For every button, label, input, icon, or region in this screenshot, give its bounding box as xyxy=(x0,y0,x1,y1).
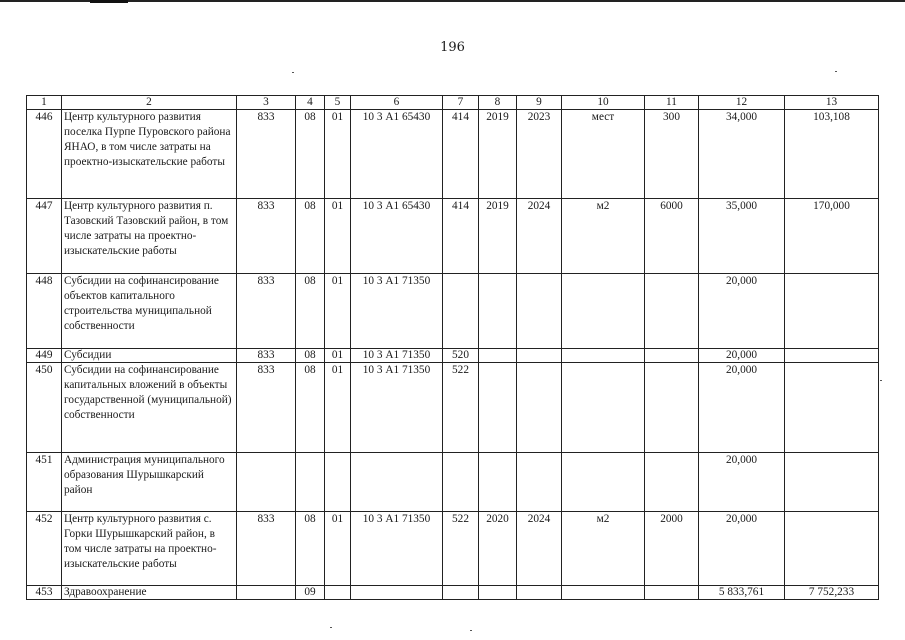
table-row xyxy=(27,586,879,600)
cell-col10 xyxy=(562,586,645,600)
row-number: 453 xyxy=(27,586,62,600)
cell-col5: 01 xyxy=(325,274,351,349)
cell-col10 xyxy=(562,453,645,512)
col-header: 13 xyxy=(785,96,879,110)
cell-col10 xyxy=(562,274,645,349)
cell-col6: 10 3 А1 71350 xyxy=(351,274,443,349)
cell-col13 xyxy=(785,363,879,453)
cell-col9 xyxy=(517,453,562,512)
cell-col4: 08 xyxy=(296,199,325,274)
cell-col3 xyxy=(237,453,296,512)
cell-col4: 08 xyxy=(296,363,325,453)
cell-col11 xyxy=(645,349,699,363)
cell-col9 xyxy=(517,274,562,349)
cell-col11: 6000 xyxy=(645,199,699,274)
row-number: 452 xyxy=(27,512,62,586)
cell-col10: м2 xyxy=(562,512,645,586)
table-row xyxy=(27,274,879,349)
cell-col7: 414 xyxy=(443,199,479,274)
row-name: Субсидии xyxy=(62,349,237,363)
cell-col6: 10 3 А1 71350 xyxy=(351,512,443,586)
col-header: 8 xyxy=(479,96,517,110)
scan-speck xyxy=(292,72,294,73)
cell-col10 xyxy=(562,349,645,363)
table-row xyxy=(27,512,879,586)
row-name: Администрация муниципального образования Шурышкарский район xyxy=(62,453,237,512)
cell-col12: 20,000 xyxy=(699,274,785,349)
row-number: 446 xyxy=(27,110,62,199)
cell-col10 xyxy=(562,363,645,453)
cell-col3: 833 xyxy=(237,199,296,274)
cell-col13: 170,000 xyxy=(785,199,879,274)
scan-speck xyxy=(330,627,332,628)
table-row xyxy=(27,199,879,274)
cell-col6 xyxy=(351,586,443,600)
cell-col8: 2019 xyxy=(479,199,517,274)
cell-col12: 20,000 xyxy=(699,453,785,512)
row-name: Центр культурного развития поселка Пурпе Пуровского района ЯНАО, в том числе затраты на проектно-изыскательские работы xyxy=(62,110,237,199)
row-name: Здравоохранение xyxy=(62,586,237,600)
cell-col11 xyxy=(645,586,699,600)
cell-col12: 20,000 xyxy=(699,363,785,453)
col-header: 4 xyxy=(296,96,325,110)
scan-speck xyxy=(835,71,837,72)
cell-col6: 10 3 А1 65430 xyxy=(351,110,443,199)
table-row xyxy=(27,110,879,199)
cell-col7: 414 xyxy=(443,110,479,199)
cell-col7: 522 xyxy=(443,512,479,586)
row-number: 450 xyxy=(27,363,62,453)
cell-col5: 01 xyxy=(325,512,351,586)
cell-col13 xyxy=(785,349,879,363)
col-header: 3 xyxy=(237,96,296,110)
row-name: Центр культурного развития п. Тазовский Тазовский район, в том числе затраты на проектно-изыскательские работы xyxy=(62,199,237,274)
cell-col10: мест xyxy=(562,110,645,199)
scan-speck xyxy=(880,380,882,381)
cell-col9: 2024 xyxy=(517,512,562,586)
cell-col4: 08 xyxy=(296,274,325,349)
col-header: 1 xyxy=(27,96,62,110)
cell-col11: 2000 xyxy=(645,512,699,586)
table-row xyxy=(27,453,879,512)
row-name: Центр культурного развития с. Горки Шурышкарский район, в том числе затраты на проектно-изыскательские работы xyxy=(62,512,237,586)
cell-col7 xyxy=(443,274,479,349)
cell-col3: 833 xyxy=(237,349,296,363)
cell-col12: 35,000 xyxy=(699,199,785,274)
cell-col8 xyxy=(479,363,517,453)
col-header: 7 xyxy=(443,96,479,110)
cell-col5 xyxy=(325,453,351,512)
col-header: 5 xyxy=(325,96,351,110)
col-header: 10 xyxy=(562,96,645,110)
row-name: Субсидии на софинансирование объектов капитального строительства муниципальной собственности xyxy=(62,274,237,349)
cell-col8 xyxy=(479,453,517,512)
page-number: 196 xyxy=(440,40,465,55)
table-row xyxy=(27,349,879,363)
cell-col11 xyxy=(645,363,699,453)
cell-col4: 08 xyxy=(296,349,325,363)
cell-col12: 5 833,761 xyxy=(699,586,785,600)
cell-col7: 520 xyxy=(443,349,479,363)
cell-col5: 01 xyxy=(325,110,351,199)
cell-col8 xyxy=(479,274,517,349)
table-row xyxy=(27,363,879,453)
scan-speck xyxy=(470,630,472,631)
cell-col7: 522 xyxy=(443,363,479,453)
cell-col4: 09 xyxy=(296,586,325,600)
cell-col8: 2020 xyxy=(479,512,517,586)
cell-col9 xyxy=(517,586,562,600)
row-number: 447 xyxy=(27,199,62,274)
cell-col5: 01 xyxy=(325,349,351,363)
cell-col11 xyxy=(645,453,699,512)
cell-col9 xyxy=(517,349,562,363)
cell-col8 xyxy=(479,349,517,363)
budget-table xyxy=(26,95,879,600)
cell-col9 xyxy=(517,363,562,453)
cell-col13: 103,108 xyxy=(785,110,879,199)
row-number: 448 xyxy=(27,274,62,349)
cell-col11: 300 xyxy=(645,110,699,199)
col-header: 2 xyxy=(62,96,237,110)
col-header: 6 xyxy=(351,96,443,110)
cell-col4: 08 xyxy=(296,512,325,586)
cell-col9: 2023 xyxy=(517,110,562,199)
row-name: Субсидии на софинансирование капитальных вложений в объекты государственной (муниципальной) собственности xyxy=(62,363,237,453)
cell-col8: 2019 xyxy=(479,110,517,199)
cell-col12: 20,000 xyxy=(699,512,785,586)
cell-col3 xyxy=(237,586,296,600)
cell-col3: 833 xyxy=(237,512,296,586)
cell-col9: 2024 xyxy=(517,199,562,274)
cell-col3: 833 xyxy=(237,274,296,349)
cell-col5: 01 xyxy=(325,199,351,274)
cell-col6: 10 3 А1 71350 xyxy=(351,349,443,363)
cell-col3: 833 xyxy=(237,110,296,199)
cell-col7 xyxy=(443,586,479,600)
cell-col13: 7 752,233 xyxy=(785,586,879,600)
top-rule xyxy=(0,0,905,2)
cell-col4: 08 xyxy=(296,110,325,199)
header-row xyxy=(27,96,879,110)
cell-col4 xyxy=(296,453,325,512)
cell-col3: 833 xyxy=(237,363,296,453)
col-header: 9 xyxy=(517,96,562,110)
cell-col10: м2 xyxy=(562,199,645,274)
cell-col11 xyxy=(645,274,699,349)
row-number: 449 xyxy=(27,349,62,363)
cell-col6: 10 3 А1 65430 xyxy=(351,199,443,274)
cell-col12: 34,000 xyxy=(699,110,785,199)
col-header: 11 xyxy=(645,96,699,110)
cell-col8 xyxy=(479,586,517,600)
cell-col6 xyxy=(351,453,443,512)
cell-col5: 01 xyxy=(325,363,351,453)
cell-col5 xyxy=(325,586,351,600)
cell-col13 xyxy=(785,453,879,512)
cell-col13 xyxy=(785,274,879,349)
cell-col12: 20,000 xyxy=(699,349,785,363)
col-header: 12 xyxy=(699,96,785,110)
cell-col13 xyxy=(785,512,879,586)
cell-col6: 10 3 А1 71350 xyxy=(351,363,443,453)
cell-col7 xyxy=(443,453,479,512)
top-rule-mark xyxy=(90,0,128,3)
row-number: 451 xyxy=(27,453,62,512)
